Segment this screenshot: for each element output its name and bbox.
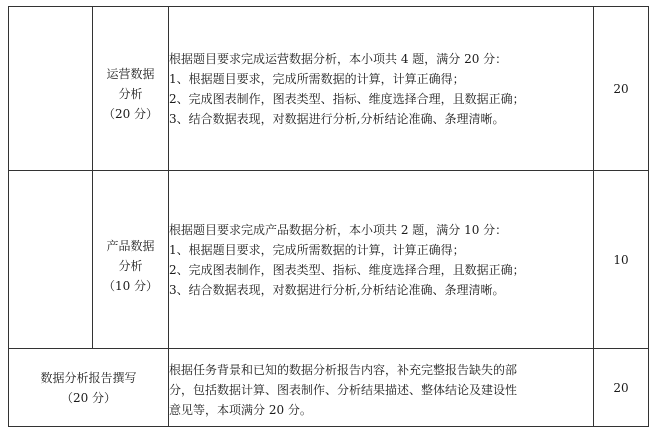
category-label: （20 分） — [60, 390, 117, 405]
score-value: 10 — [613, 252, 629, 267]
description-cell — [169, 349, 594, 427]
description-line: 根据任务背景和已知的数据分析报告内容，补充完整报告缺失的部 — [169, 362, 518, 377]
category-cell — [93, 7, 169, 171]
description-cell — [169, 7, 594, 171]
score-cell — [594, 171, 649, 349]
category-label: 产品数据 — [106, 238, 155, 253]
category-label: （10 分） — [102, 278, 159, 293]
description-line: 1、根据题目要求，完成所需数据的计算，计算正确得； — [169, 71, 465, 86]
description-line: 分，包括数据计算、图表制作、分析结果描述、整体结论及建设性 — [169, 382, 518, 397]
description-line: 3、结合数据表现，对数据进行分析,分析结论准确、条理清晰。 — [169, 111, 505, 126]
category-label: 运营数据 — [106, 66, 155, 81]
table-row — [9, 349, 649, 427]
table-row — [9, 171, 649, 349]
blank-cell — [9, 171, 93, 349]
description-cell — [169, 171, 594, 349]
description-line: 根据题目要求完成运营数据分析，本小项共 4 题，满分 20 分： — [169, 51, 508, 66]
category-label: 分析 — [118, 258, 143, 273]
blank-cell — [9, 7, 93, 171]
description-line: 根据题目要求完成产品数据分析，本小项共 2 题，满分 10 分： — [169, 222, 508, 237]
scoring-table — [8, 6, 649, 427]
score-cell — [594, 349, 649, 427]
score-value: 20 — [613, 81, 629, 96]
score-cell — [594, 7, 649, 171]
description-line: 2、完成图表制作，图表类型、指标、维度选择合理，且数据正确； — [169, 91, 525, 106]
table-row — [9, 7, 649, 171]
description-line: 1、根据题目要求，完成所需数据的计算，计算正确得； — [169, 242, 465, 257]
description-line: 2、完成图表制作，图表类型、指标、维度选择合理，且数据正确； — [169, 262, 525, 277]
category-label: （20 分） — [102, 106, 159, 121]
category-cell — [93, 171, 169, 349]
category-cell — [9, 349, 169, 427]
category-label: 分析 — [118, 86, 143, 101]
category-label: 数据分析报告撰写 — [40, 370, 137, 385]
score-value: 20 — [613, 380, 629, 395]
description-line: 3、结合数据表现，对数据进行分析,分析结论准确、条理清晰。 — [169, 282, 505, 297]
description-line: 意见等，本项满分 20 分。 — [169, 402, 312, 417]
